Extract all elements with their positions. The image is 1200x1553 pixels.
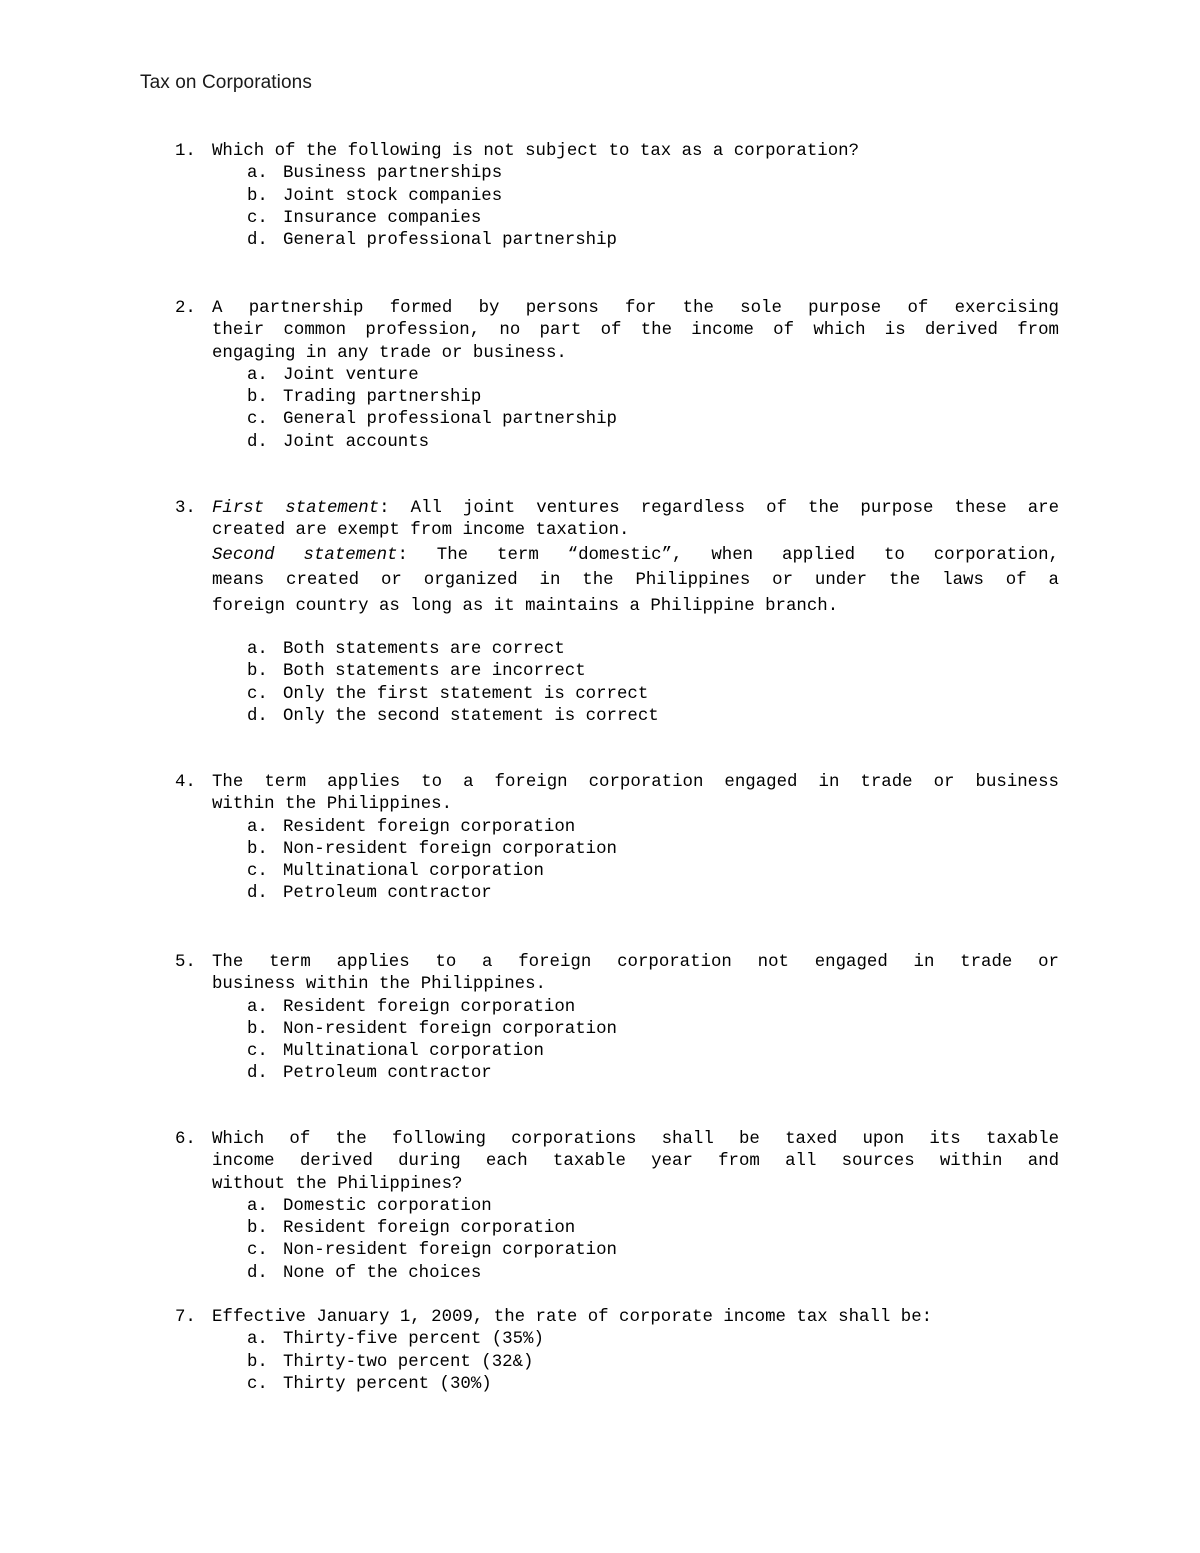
choice-letter: d. <box>247 1263 268 1283</box>
choice-text: Joint venture <box>283 365 419 385</box>
choice-item <box>247 1374 1059 1396</box>
choice-letter: c. <box>247 1374 268 1394</box>
choice-text: Petroleum contractor <box>283 1064 492 1084</box>
second-statement-label: Second statement <box>212 545 398 565</box>
question-3 <box>175 498 1059 728</box>
choice-text: Multinational corporation <box>283 862 544 882</box>
question-number: 5. <box>175 953 196 972</box>
choice-text: Only the first statement is correct <box>283 684 649 704</box>
choice-text: Resident foreign corporation <box>283 997 576 1017</box>
choice-text: Insurance companies <box>283 208 482 228</box>
question-stem <box>212 952 1059 997</box>
question-number: 3. <box>175 499 196 518</box>
question-2 <box>175 298 1059 454</box>
choice-text: Trading partnership <box>283 388 482 408</box>
choice-item <box>247 706 1059 728</box>
stem-line: The term applies to a foreign corporation engaged in trade or business <box>212 773 1059 792</box>
second-statement-line: means created or organized in the Philippines or under the laws of a <box>212 571 1059 591</box>
choice-letter: a. <box>247 365 268 385</box>
stem-line: Which of the following corporations shall be taxed upon its taxable <box>212 1130 1059 1149</box>
question-stem <box>212 1307 1059 1329</box>
choice-letter: b. <box>247 186 268 206</box>
choice-list <box>247 639 1059 728</box>
choice-item <box>247 208 1059 230</box>
choice-text: Business partnerships <box>283 164 503 184</box>
question-stem <box>212 772 1059 817</box>
choice-text: Non-resident foreign corporation <box>283 1019 617 1039</box>
choice-list <box>247 817 1059 906</box>
choice-item <box>247 997 1059 1019</box>
choice-letter: c. <box>247 410 268 430</box>
choice-text: Non-resident foreign corporation <box>283 839 617 859</box>
choice-text: Joint stock companies <box>283 186 503 206</box>
choice-letter: b. <box>247 1219 268 1239</box>
choice-text: Only the second statement is correct <box>283 706 659 726</box>
choice-item <box>247 1240 1059 1262</box>
second-statement-line: foreign country as long as it maintains a Philippine branch. <box>212 596 839 616</box>
choice-list <box>247 1196 1059 1285</box>
choice-item <box>247 365 1059 387</box>
choice-list <box>247 997 1059 1086</box>
question-number: 2. <box>175 299 196 318</box>
choice-letter: b. <box>247 839 268 859</box>
choice-list <box>247 365 1059 454</box>
choice-text: None of the choices <box>283 1263 482 1283</box>
question-number: 6. <box>175 1130 196 1149</box>
choice-item <box>247 1218 1059 1240</box>
choice-text: General professional partnership <box>283 410 617 430</box>
choice-letter: d. <box>247 706 268 726</box>
choice-text: Thirty-two percent (32&) <box>283 1352 534 1372</box>
choice-item <box>247 1063 1059 1085</box>
choice-list <box>247 1329 1059 1396</box>
choice-item <box>247 409 1059 431</box>
question-number: 1. <box>175 142 196 161</box>
choice-item <box>247 817 1059 839</box>
choice-letter: c. <box>247 862 268 882</box>
stem-line: Which of the following is not subject to tax as a corporation? <box>212 142 860 161</box>
choice-item <box>247 883 1059 905</box>
choice-text: Multinational corporation <box>283 1042 544 1062</box>
choice-item <box>247 861 1059 883</box>
stem-line: Effective January 1, 2009, the rate of corporate income tax shall be: <box>212 1308 933 1327</box>
choice-item <box>247 1196 1059 1218</box>
choice-text: Both statements are correct <box>283 640 565 660</box>
choice-letter: a. <box>247 817 268 837</box>
stem-line: engaging in any trade or business. <box>212 343 567 363</box>
choice-text: General professional partnership <box>283 231 617 251</box>
stem-line: A partnership formed by persons for the sole purpose of exercising <box>212 299 1059 318</box>
choice-item <box>247 1329 1059 1351</box>
choice-item <box>247 186 1059 208</box>
question-4 <box>175 772 1059 906</box>
choice-text: Thirty percent (30%) <box>283 1374 492 1394</box>
choice-letter: d. <box>247 432 268 452</box>
first-statement-label: First statement <box>212 499 380 518</box>
choice-text: Petroleum contractor <box>283 884 492 904</box>
choice-item <box>247 639 1059 661</box>
stem-line: their common profession, no part of the income of which is derived from <box>212 321 1059 341</box>
choice-item <box>247 387 1059 409</box>
choice-item <box>247 839 1059 861</box>
question-stem <box>212 141 1059 163</box>
choice-item <box>247 1041 1059 1063</box>
choice-text: Thirty-five percent (35%) <box>283 1330 544 1350</box>
choice-letter: a. <box>247 640 268 660</box>
question-5 <box>175 952 1059 1086</box>
choice-item <box>247 432 1059 454</box>
choice-text: Joint accounts <box>283 432 430 452</box>
choice-letter: a. <box>247 997 268 1017</box>
choice-item <box>247 230 1059 252</box>
choice-letter: d. <box>247 884 268 904</box>
stem-line: business within the Philippines. <box>212 975 546 995</box>
choice-text: Domestic corporation <box>283 1196 492 1216</box>
question-number: 7. <box>175 1308 196 1327</box>
choice-letter: c. <box>247 1042 268 1062</box>
choice-letter: b. <box>247 388 268 408</box>
choice-letter: c. <box>247 1241 268 1261</box>
first-statement-line <box>212 498 1059 520</box>
choice-item <box>247 661 1059 683</box>
choice-letter: a. <box>247 1330 268 1350</box>
stem-line: within the Philippines. <box>212 795 453 815</box>
first-statement-text: : All joint ventures regardless of the purpose these are <box>379 499 1060 518</box>
choice-text: Non-resident foreign corporation <box>283 1241 617 1261</box>
choice-text: Resident foreign corporation <box>283 1219 576 1239</box>
choice-letter: b. <box>247 1352 268 1372</box>
choice-letter: d. <box>247 231 268 251</box>
choice-text: Resident foreign corporation <box>283 817 576 837</box>
choice-text: Both statements are incorrect <box>283 662 586 682</box>
question-6 <box>175 1129 1059 1285</box>
stem-line: without the Philippines? <box>212 1174 463 1194</box>
choice-letter: b. <box>247 662 268 682</box>
choice-letter: c. <box>247 208 268 228</box>
question-7 <box>175 1307 1059 1396</box>
question-stem <box>212 1129 1059 1196</box>
question-1 <box>175 141 1059 252</box>
question-stem <box>212 298 1059 365</box>
second-statement-line <box>212 543 1059 569</box>
question-stem <box>212 498 1059 619</box>
choice-letter: b. <box>247 1019 268 1039</box>
choice-item <box>247 1263 1059 1285</box>
choice-letter: d. <box>247 1064 268 1084</box>
page-title: Tax on Corporations <box>140 72 312 93</box>
stem-line: The term applies to a foreign corporation not engaged in trade or <box>212 953 1059 972</box>
choice-item <box>247 163 1059 185</box>
choice-item <box>247 1352 1059 1374</box>
choice-item <box>247 684 1059 706</box>
first-statement-line: created are exempt from income taxation. <box>212 521 630 541</box>
choice-letter: a. <box>247 164 268 184</box>
question-number: 4. <box>175 773 196 792</box>
choice-list <box>247 163 1059 252</box>
stem-line: income derived during each taxable year from all sources within and <box>212 1152 1059 1172</box>
second-statement-text: : The term “domestic”, when applied to corporation, <box>397 545 1059 565</box>
choice-item <box>247 1019 1059 1041</box>
choice-letter: c. <box>247 684 268 704</box>
choice-letter: a. <box>247 1196 268 1216</box>
